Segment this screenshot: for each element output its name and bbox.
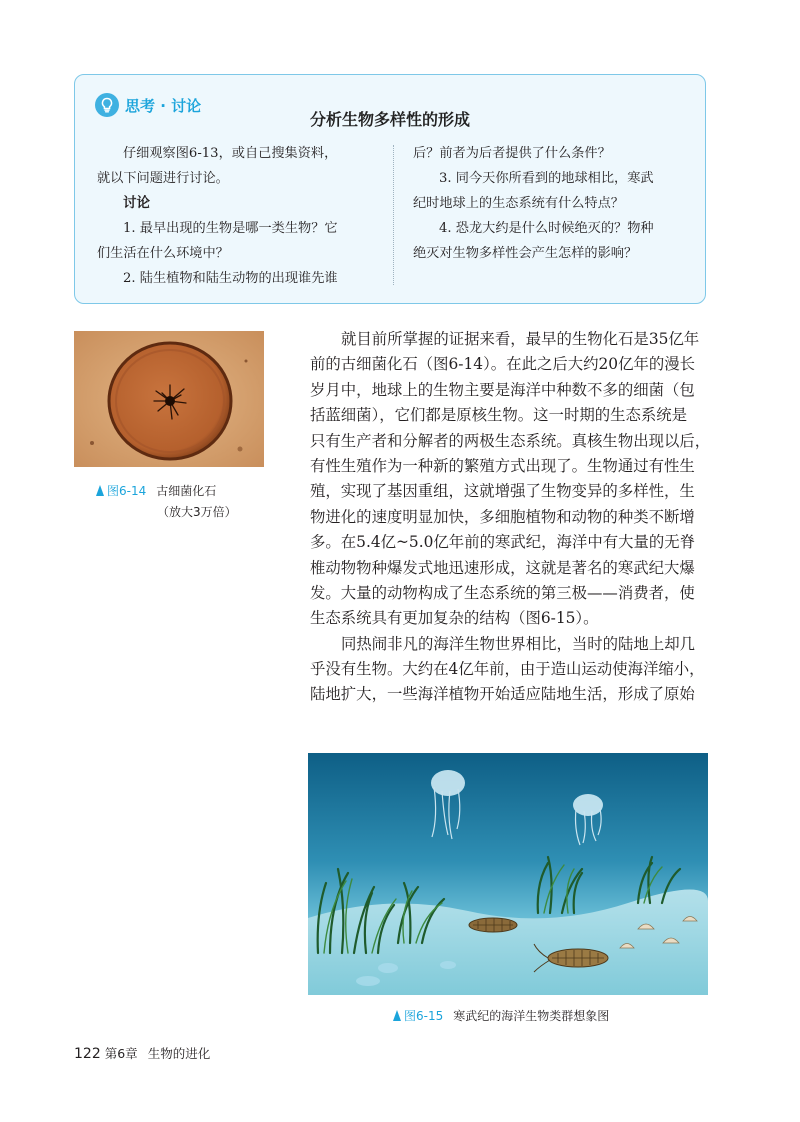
cambrian-sea-illustration	[308, 753, 708, 995]
discussion-line: 们生活在什么环境中？	[97, 246, 229, 261]
figure-caption-text: 寒武纪的海洋生物类群想象图	[453, 1009, 610, 1023]
body-line: 多。在5.4亿~5.0亿年前的寒武纪，海洋中有大量的无脊	[310, 533, 696, 552]
discussion-line: 绝灭对生物多样性会产生怎样的影响？	[413, 246, 638, 261]
page-footer	[74, 1044, 210, 1062]
body-line: 前的古细菌化石（图6-14）。在此之后大约20亿年的漫长	[310, 355, 696, 374]
discussion-title: 分析生物多样性的形成	[309, 110, 470, 129]
discussion-question: 1. 最早出现的生物是哪一类生物？它	[123, 221, 338, 236]
body-line: 有性生殖作为一种新的繁殖方式出现了。生物通过有性生	[310, 456, 695, 475]
body-line: 发。大量的动物构成了生态系统的第三极——消费者，使	[310, 583, 695, 602]
discussion-line: 后？前者为后者提供了什么条件？	[413, 146, 611, 161]
discussion-line: 仔细观察图6-13，或自己搜集资料，	[123, 146, 338, 161]
chapter-title: 生物的进化	[147, 1046, 211, 1061]
discussion-subtitle: 讨论	[123, 195, 150, 211]
discussion-right-column	[413, 141, 691, 266]
discussion-question: 3. 同今天你所看到的地球相比，寒武	[439, 171, 654, 186]
body-line: 就目前所掌握的证据来看，最早的生物化石是35亿年	[341, 330, 700, 348]
discussion-columns	[97, 141, 689, 291]
discussion-line: 纪时地球上的生态系统有什么特点？	[413, 196, 624, 211]
body-line: 同热闹非凡的海洋生物世界相比，当时的陆地上却几	[341, 634, 695, 653]
body-line: 生态系统具有更加复杂的结构（图6-15）。	[310, 609, 599, 628]
figure-14-caption	[96, 482, 216, 499]
figure-caption-text: 古细菌化石	[156, 484, 217, 498]
figure-15-caption	[393, 1007, 609, 1024]
body-text	[310, 327, 710, 708]
triangle-marker-icon	[96, 485, 104, 496]
discussion-question: 4. 恐龙大约是什么时候绝灭的？物种	[439, 221, 654, 236]
discussion-box	[74, 74, 706, 304]
discussion-label: 思考 · 讨论	[125, 96, 202, 115]
body-line: 陆地扩大，一些海洋植物开始适应陆地生活，形成了原始	[310, 685, 695, 704]
column-divider	[393, 145, 394, 285]
discussion-left-column	[97, 141, 387, 291]
chapter-number: 第6章	[104, 1046, 138, 1061]
body-line: 岁月中，地球上的生物主要是海洋中种数不多的细菌（包	[310, 380, 695, 399]
body-line: 椎动物物种爆发式地迅速形成，这就是著名的寒武纪大爆	[310, 558, 695, 577]
discussion-question: 2. 陆生植物和陆生动物的出现谁先谁	[123, 271, 338, 286]
figure-number: 图6-14	[107, 484, 147, 498]
body-line: 只有生产者和分解者的两极生态系统。真核生物出现以后，	[310, 431, 710, 450]
figure-number: 图6-15	[404, 1009, 444, 1023]
body-line: 殖，实现了基因重组，这就增强了生物变异的多样性，生	[310, 482, 695, 501]
triangle-marker-icon	[393, 1010, 401, 1021]
body-line: 括蓝细菌），它们都是原核生物。这一时期的生态系统是	[310, 406, 688, 425]
discussion-line: 就以下问题进行讨论。	[97, 171, 229, 186]
body-line: 物进化的速度明显加快，多细胞植物和动物的种类不断增	[310, 507, 695, 526]
figure-14-note: （放大3万倍）	[157, 505, 237, 519]
page-number: 122	[74, 1046, 101, 1062]
fossil-photo	[74, 331, 264, 467]
body-line: 乎没有生物。大约在4亿年前，由于造山运动使海洋缩小，	[310, 660, 705, 679]
